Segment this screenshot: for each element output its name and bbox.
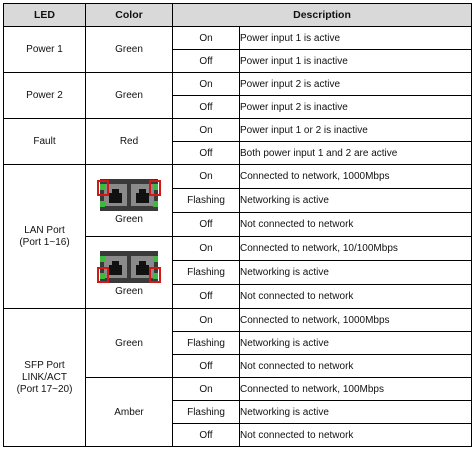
state-cell: Off <box>173 355 240 378</box>
description-cell: Not connected to network <box>240 424 472 447</box>
state-cell: Flashing <box>173 332 240 355</box>
sfp-name-line2: LINK/ACT <box>21 371 67 383</box>
state-cell: Off <box>173 96 240 119</box>
sfp-name-line3: (Port 17~20) <box>16 383 73 395</box>
table-row <box>4 309 472 332</box>
description-cell: Networking is active <box>240 401 472 424</box>
table-row <box>4 27 472 50</box>
state-cell: Off <box>173 424 240 447</box>
led-name-power2: Power 2 <box>4 73 86 119</box>
led-color-fault: Red <box>86 119 173 165</box>
description-cell: Connected to network, 100Mbps <box>240 378 472 401</box>
description-cell: Connected to network, 10/100Mbps <box>240 237 472 261</box>
led-name-fault: Fault <box>4 119 86 165</box>
sfp-name-line1: SFP Port <box>24 359 65 371</box>
lan-port-led-1000 <box>86 165 173 237</box>
description-cell: Both power input 1 and 2 are active <box>240 142 472 165</box>
state-cell: On <box>173 309 240 332</box>
description-cell: Networking is active <box>240 332 472 355</box>
lan-port-led-10-100 <box>86 237 173 309</box>
description-cell: Connected to network, 1000Mbps <box>240 309 472 332</box>
description-cell: Not connected to network <box>240 213 472 237</box>
state-cell: Flashing <box>173 401 240 424</box>
description-cell: Networking is active <box>240 261 472 285</box>
sfp-led-color-amber: Amber <box>86 378 173 447</box>
table-row <box>4 119 472 142</box>
description-column-header: Description <box>173 4 472 27</box>
state-cell: Off <box>173 285 240 309</box>
state-cell: Flashing <box>173 189 240 213</box>
state-cell: On <box>173 378 240 401</box>
table-row <box>4 73 472 96</box>
sfp-led-color-green: Green <box>86 309 173 378</box>
led-color-power1: Green <box>86 27 173 73</box>
state-cell: On <box>173 237 240 261</box>
description-cell: Networking is active <box>240 189 472 213</box>
led-color-power2: Green <box>86 73 173 119</box>
lan-led-color-2: Green <box>115 285 143 297</box>
lan-name-line1: LAN Port <box>24 224 65 236</box>
state-cell: On <box>173 165 240 189</box>
led-name-power1: Power 1 <box>4 27 86 73</box>
state-cell: Off <box>173 213 240 237</box>
description-cell: Power input 2 is inactive <box>240 96 472 119</box>
led-name-sfp <box>4 309 86 447</box>
description-cell: Not connected to network <box>240 285 472 309</box>
description-cell: Not connected to network <box>240 355 472 378</box>
led-status-table <box>3 3 472 447</box>
state-cell: Off <box>173 142 240 165</box>
description-cell: Power input 2 is active <box>240 73 472 96</box>
header-row <box>4 4 472 27</box>
description-cell: Power input 1 is active <box>240 27 472 50</box>
color-column-header: Color <box>86 4 173 27</box>
state-cell: On <box>173 27 240 50</box>
description-cell: Connected to network, 1000Mbps <box>240 165 472 189</box>
state-cell: On <box>173 73 240 96</box>
lan-name-line2: (Port 1~16) <box>19 236 70 248</box>
state-cell: Off <box>173 50 240 73</box>
led-name-lan <box>4 165 86 309</box>
led-column-header: LED <box>4 4 86 27</box>
lan-led-color-1: Green <box>115 213 143 225</box>
description-cell: Power input 1 is inactive <box>240 50 472 73</box>
state-cell: Flashing <box>173 261 240 285</box>
table-row <box>4 165 472 189</box>
dual-rj45-port-icon <box>97 177 161 213</box>
description-cell: Power input 1 or 2 is inactive <box>240 119 472 142</box>
state-cell: On <box>173 119 240 142</box>
dual-rj45-port-icon <box>97 249 161 285</box>
